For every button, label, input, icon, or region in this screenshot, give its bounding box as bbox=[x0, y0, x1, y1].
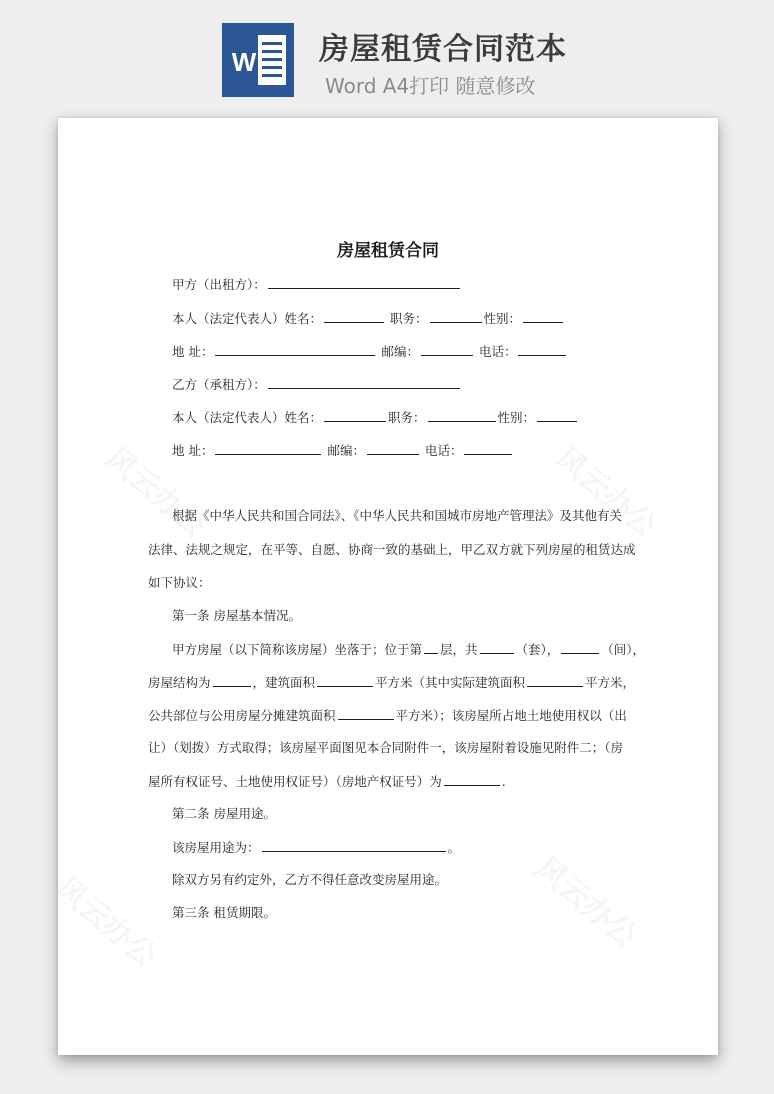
article-1-text: 房屋结构为 bbox=[148, 675, 211, 690]
party-b-gender-label: 性别： bbox=[497, 410, 536, 425]
party-b-address-blank[interactable] bbox=[215, 442, 321, 455]
actual-area-blank[interactable] bbox=[527, 674, 583, 687]
document-title: 房屋租赁合同 bbox=[337, 241, 439, 261]
intro-line-1: 根据《中华人民共和国合同法》、《中华人民共和国城市房地产管理法》及其他有关 bbox=[172, 508, 623, 523]
party-a-blank[interactable] bbox=[268, 276, 460, 289]
party-b-position-label: 职务： bbox=[388, 410, 426, 425]
party-a-rep-line bbox=[172, 310, 565, 327]
article-1-text: . bbox=[501, 774, 506, 789]
party-b-phone-label: 电话： bbox=[424, 443, 463, 458]
party-a-address-blank[interactable] bbox=[215, 343, 375, 356]
party-b-phone-blank[interactable] bbox=[464, 442, 512, 455]
word-document-icon bbox=[222, 23, 294, 97]
party-b-position-blank[interactable] bbox=[428, 409, 496, 422]
party-b-address-line bbox=[172, 442, 514, 459]
intro-line-3: 如下协议： bbox=[148, 575, 211, 590]
article-1-text: ，建筑面积 bbox=[252, 675, 316, 690]
intro-line-2: 法律、法规之规定，在平等、自愿、协商一致的基础上，甲乙双方就下列房屋的租赁达成 bbox=[148, 542, 636, 557]
party-a-position-blank[interactable] bbox=[430, 310, 482, 323]
banner-title: 房屋租赁合同范本 bbox=[319, 32, 567, 67]
party-a-postcode-label: 邮编： bbox=[381, 344, 419, 359]
party-a-rep-blank[interactable] bbox=[324, 310, 384, 323]
article-2-use-label: 该房屋用途为： bbox=[172, 840, 260, 855]
article-1-line-1 bbox=[172, 641, 645, 658]
party-a-rep-label: 本人（法定代表人）姓名： bbox=[172, 311, 323, 326]
article-1-text: （套）， bbox=[515, 642, 560, 657]
article-3-title: 第三条 租赁期限。 bbox=[172, 905, 276, 920]
party-a-phone-blank[interactable] bbox=[518, 343, 566, 356]
article-1-text: （间）， bbox=[601, 642, 646, 657]
article-2-use-line bbox=[172, 839, 460, 856]
certificate-blank[interactable] bbox=[444, 773, 500, 786]
watermark bbox=[528, 845, 648, 956]
article-1-text: 平方米）；该房屋所占地土地使用权以（出 bbox=[395, 708, 627, 723]
article-1-title: 第一条 房屋基本情况。 bbox=[172, 608, 301, 623]
party-a-line bbox=[172, 276, 462, 293]
article-2-rule: 除双方另有约定外，乙方不得任意改变房屋用途。 bbox=[172, 872, 448, 887]
party-a-address-label: 地 址： bbox=[172, 344, 214, 359]
article-2-title: 第二条 房屋用途。 bbox=[172, 806, 276, 821]
article-2-text: 。 bbox=[447, 840, 461, 855]
party-a-label: 甲方（出租方）： bbox=[172, 277, 266, 292]
party-b-postcode-label: 邮编： bbox=[327, 443, 365, 458]
party-a-gender-label: 性别： bbox=[483, 311, 522, 326]
word-icon-letter: W bbox=[231, 47, 257, 77]
party-a-phone-label: 电话： bbox=[478, 344, 517, 359]
party-b-gender-blank[interactable] bbox=[537, 409, 577, 422]
party-b-line bbox=[172, 376, 462, 393]
shared-area-blank[interactable] bbox=[338, 707, 394, 720]
article-1-text: 层，共 bbox=[440, 642, 478, 657]
party-b-blank[interactable] bbox=[268, 376, 460, 389]
article-1-text: 平方米， bbox=[585, 675, 636, 690]
party-b-address-label: 地 址： bbox=[172, 443, 214, 458]
article-1-line-2 bbox=[148, 674, 635, 691]
article-1-text: 平方米（其中实际建筑面积 bbox=[375, 675, 526, 690]
document-page bbox=[58, 118, 718, 1055]
area-blank[interactable] bbox=[317, 674, 373, 687]
article-1-line-5 bbox=[148, 773, 506, 790]
article-1-text: 甲方房屋（以下简称该房屋）坐落于；位于第 bbox=[172, 642, 423, 657]
article-1-line-4: 让）（划拨）方式取得；该房屋平面图见本合同附件一，该房屋附着设施见附件二；（房 bbox=[148, 740, 624, 755]
watermark bbox=[58, 865, 168, 976]
party-a-address-line bbox=[172, 343, 568, 360]
watermark bbox=[548, 435, 668, 546]
article-1-text: 屋所有权证号、土地使用权证号）（房地产权证号）为 bbox=[148, 774, 442, 789]
party-a-position-label: 职务： bbox=[390, 311, 428, 326]
party-a-gender-blank[interactable] bbox=[523, 310, 563, 323]
sets-blank[interactable] bbox=[480, 641, 514, 654]
banner-subtitle: Word A4打印 随意修改 bbox=[325, 74, 536, 98]
party-b-rep-blank[interactable] bbox=[324, 409, 386, 422]
article-1-text: 公共部位与公用房屋分摊建筑面积 bbox=[148, 708, 336, 723]
floor-blank[interactable] bbox=[424, 641, 438, 654]
party-b-postcode-blank[interactable] bbox=[367, 442, 419, 455]
party-b-rep-line bbox=[172, 409, 579, 426]
use-blank[interactable] bbox=[262, 839, 446, 852]
article-1-line-3 bbox=[148, 707, 627, 724]
party-a-postcode-blank[interactable] bbox=[421, 343, 473, 356]
banner bbox=[0, 0, 774, 110]
party-b-label: 乙方（承租方）： bbox=[172, 377, 266, 392]
rooms-blank[interactable] bbox=[561, 641, 599, 654]
structure-blank[interactable] bbox=[213, 674, 251, 687]
party-b-rep-label: 本人（法定代表人）姓名： bbox=[172, 410, 323, 425]
